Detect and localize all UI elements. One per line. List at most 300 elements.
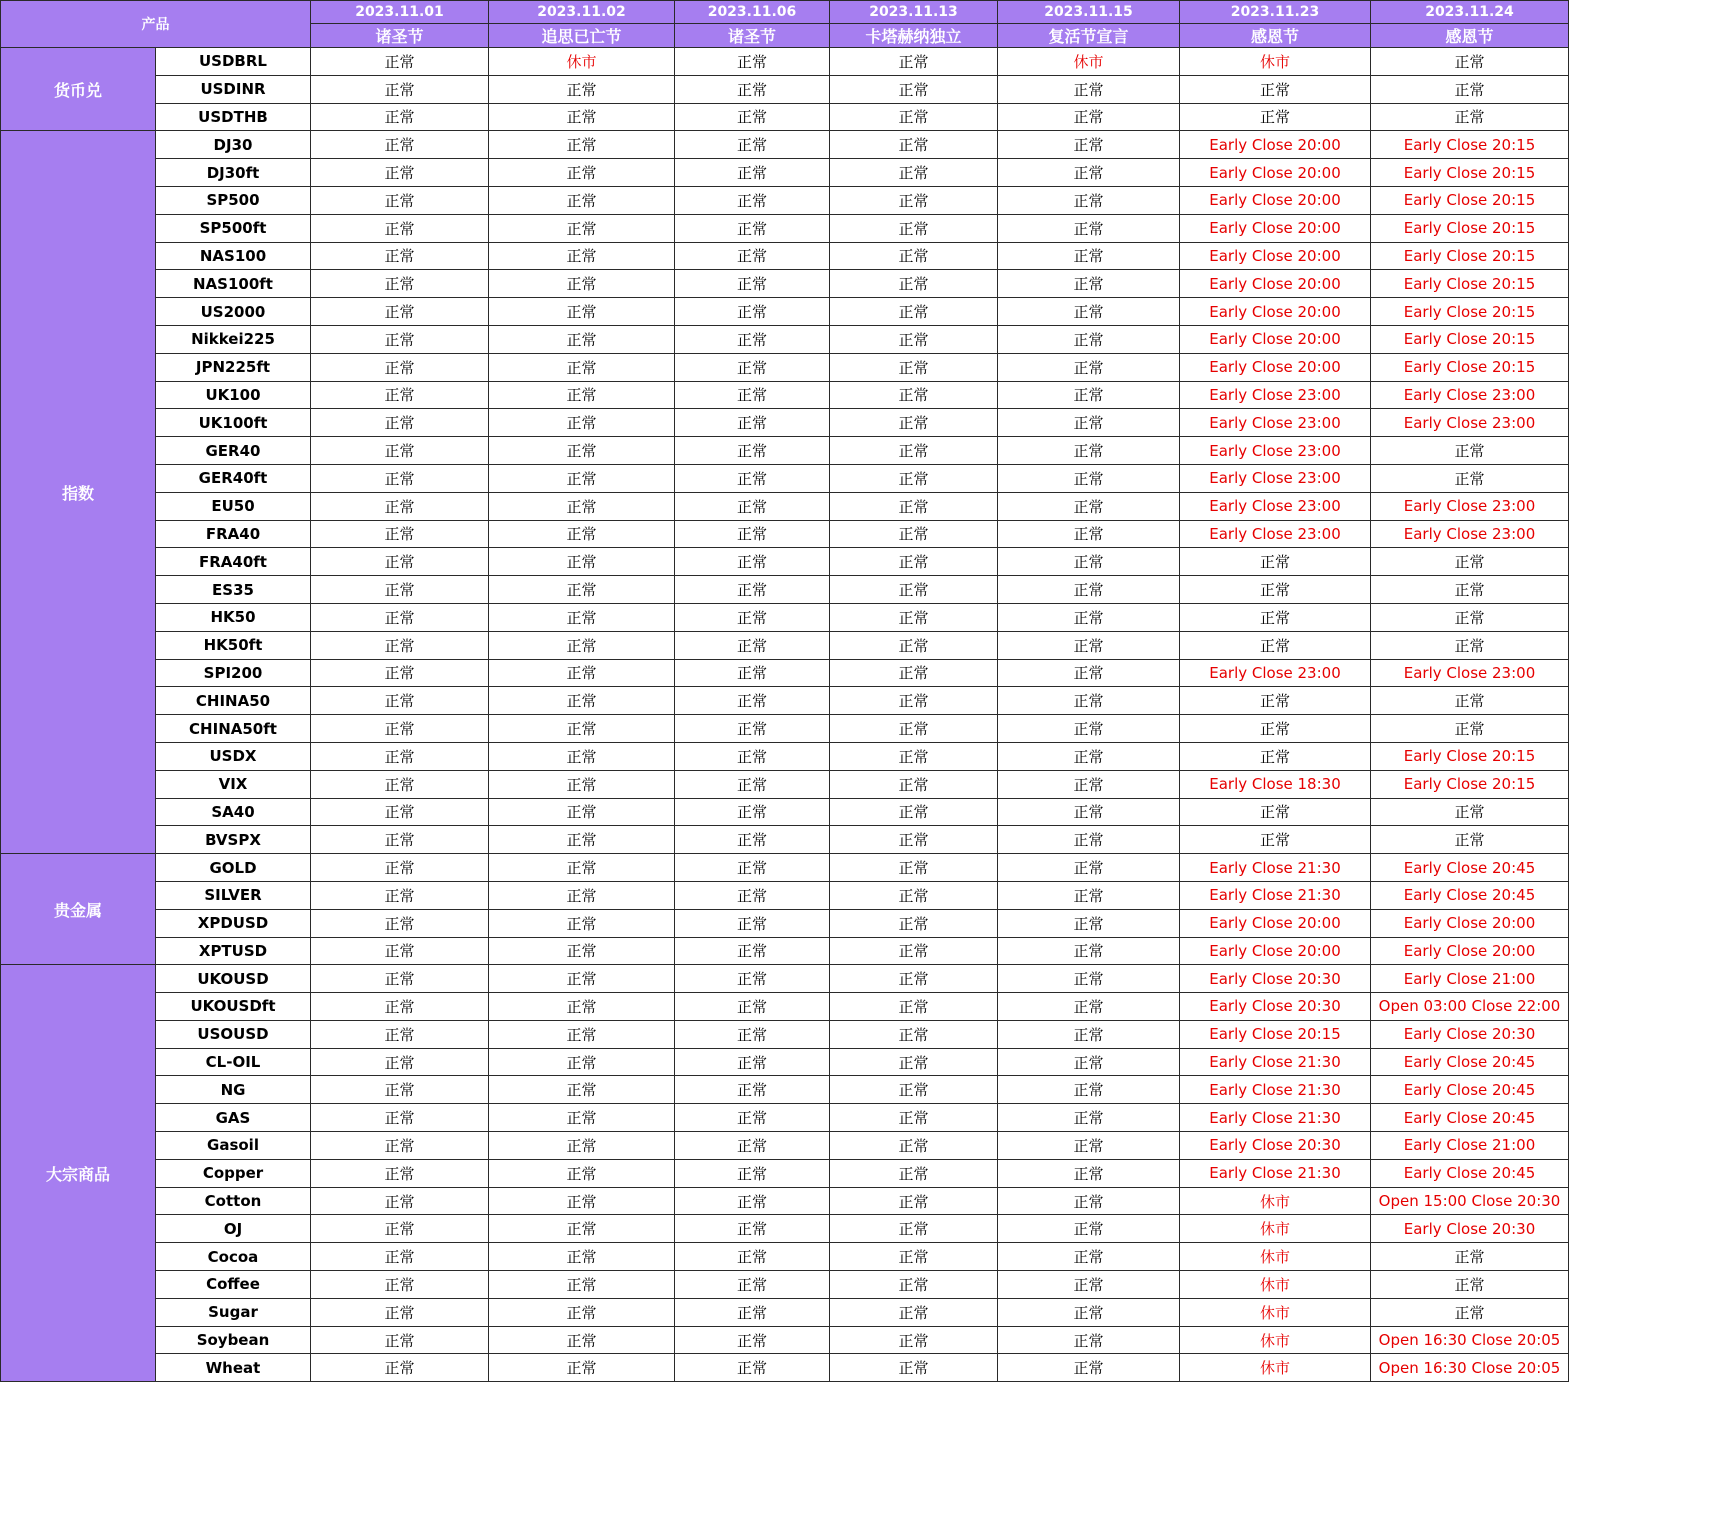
status-cell: 正常 [675, 576, 830, 604]
status-cell: Early Close 20:00 [1180, 270, 1371, 298]
status-cell: 正常 [311, 1243, 489, 1271]
status-cell: 正常 [675, 492, 830, 520]
status-cell: 正常 [489, 298, 675, 326]
status-cell: Early Close 21:30 [1180, 1104, 1371, 1132]
status-cell: 正常 [998, 353, 1180, 381]
status-cell: 正常 [675, 325, 830, 353]
status-cell: 正常 [1371, 1298, 1569, 1326]
status-cell: 正常 [830, 159, 998, 187]
table-row [1, 214, 1569, 242]
symbol-cell: GER40ft [156, 464, 311, 492]
status-cell: Early Close 23:00 [1371, 381, 1569, 409]
status-cell: 正常 [830, 1187, 998, 1215]
status-cell: 正常 [311, 659, 489, 687]
status-cell: 正常 [830, 409, 998, 437]
status-cell: 正常 [675, 75, 830, 103]
status-cell: 正常 [998, 214, 1180, 242]
status-cell: Early Close 20:00 [1180, 242, 1371, 270]
status-cell: 正常 [311, 325, 489, 353]
status-cell: 休市 [1180, 1354, 1371, 1382]
table-row [1, 770, 1569, 798]
status-cell: 正常 [311, 1104, 489, 1132]
status-cell: 正常 [1180, 576, 1371, 604]
table-row [1, 659, 1569, 687]
symbol-cell: GER40 [156, 437, 311, 465]
status-cell: 正常 [489, 854, 675, 882]
status-cell: 正常 [311, 631, 489, 659]
status-cell: 休市 [1180, 1215, 1371, 1243]
table-row [1, 1298, 1569, 1326]
table-row [1, 298, 1569, 326]
status-cell: 正常 [998, 159, 1180, 187]
status-cell: 正常 [489, 214, 675, 242]
status-cell: 正常 [675, 1132, 830, 1160]
status-cell: Early Close 23:00 [1371, 409, 1569, 437]
status-cell: 正常 [311, 1298, 489, 1326]
status-cell: 正常 [998, 1048, 1180, 1076]
status-cell: Early Close 20:00 [1371, 909, 1569, 937]
status-cell: 正常 [675, 993, 830, 1021]
table-row [1, 186, 1569, 214]
status-cell: 正常 [311, 881, 489, 909]
status-cell: 正常 [675, 687, 830, 715]
status-cell: 正常 [311, 1020, 489, 1048]
table-row [1, 492, 1569, 520]
status-cell: 正常 [830, 909, 998, 937]
symbol-cell: SP500 [156, 186, 311, 214]
status-cell: Early Close 23:00 [1180, 381, 1371, 409]
status-cell: 正常 [489, 1271, 675, 1299]
status-cell: 正常 [675, 214, 830, 242]
symbol-cell: Nikkei225 [156, 325, 311, 353]
table-row [1, 1326, 1569, 1354]
product-header: 产品 [1, 1, 311, 48]
status-cell: 正常 [489, 659, 675, 687]
status-cell: 正常 [489, 1132, 675, 1160]
status-cell: 正常 [489, 826, 675, 854]
status-cell: 正常 [998, 1298, 1180, 1326]
status-cell: 正常 [830, 325, 998, 353]
status-cell: 正常 [489, 1048, 675, 1076]
symbol-cell: USDTHB [156, 103, 311, 131]
status-cell: Early Close 20:15 [1371, 214, 1569, 242]
status-cell: 正常 [675, 1020, 830, 1048]
status-cell: 正常 [1371, 103, 1569, 131]
status-cell: 正常 [998, 186, 1180, 214]
status-cell: 正常 [830, 1020, 998, 1048]
status-cell: Early Close 20:00 [1180, 298, 1371, 326]
status-cell: 正常 [489, 742, 675, 770]
symbol-cell: USDBRL [156, 48, 311, 76]
table-row [1, 798, 1569, 826]
status-cell: 正常 [489, 965, 675, 993]
status-cell: 正常 [311, 409, 489, 437]
status-cell: 正常 [830, 1354, 998, 1382]
status-cell: 正常 [830, 631, 998, 659]
table-row [1, 1132, 1569, 1160]
status-cell: Open 16:30 Close 20:05 [1371, 1354, 1569, 1382]
table-row [1, 1215, 1569, 1243]
table-row [1, 687, 1569, 715]
status-cell: Early Close 21:30 [1180, 881, 1371, 909]
symbol-cell: USDX [156, 742, 311, 770]
status-cell: Early Close 20:45 [1371, 1076, 1569, 1104]
symbol-cell: EU50 [156, 492, 311, 520]
status-cell: 正常 [311, 214, 489, 242]
status-cell: 正常 [489, 576, 675, 604]
status-cell: 正常 [311, 437, 489, 465]
status-cell: 正常 [311, 48, 489, 76]
status-cell: Early Close 21:30 [1180, 1048, 1371, 1076]
status-cell: 正常 [675, 854, 830, 882]
status-cell: 正常 [311, 1048, 489, 1076]
status-cell: 正常 [1180, 548, 1371, 576]
status-cell: 正常 [311, 1354, 489, 1382]
status-cell: 正常 [489, 270, 675, 298]
status-cell: Early Close 20:15 [1371, 159, 1569, 187]
status-cell: 正常 [489, 381, 675, 409]
status-cell: 正常 [489, 1187, 675, 1215]
status-cell: Early Close 20:15 [1371, 298, 1569, 326]
status-cell: 正常 [675, 159, 830, 187]
status-cell: Early Close 20:00 [1180, 186, 1371, 214]
symbol-cell: Cocoa [156, 1243, 311, 1271]
status-cell: 正常 [675, 1048, 830, 1076]
status-cell: 正常 [1180, 715, 1371, 743]
status-cell: 正常 [489, 909, 675, 937]
status-cell: 正常 [311, 826, 489, 854]
table-row [1, 826, 1569, 854]
status-cell: 正常 [998, 1020, 1180, 1048]
status-cell: 正常 [1371, 715, 1569, 743]
status-cell: 正常 [311, 353, 489, 381]
table-row [1, 464, 1569, 492]
table-row [1, 381, 1569, 409]
symbol-cell: SA40 [156, 798, 311, 826]
status-cell: Early Close 20:15 [1371, 742, 1569, 770]
status-cell: Early Close 21:00 [1371, 1132, 1569, 1160]
table-row [1, 1104, 1569, 1132]
status-cell: 正常 [311, 1271, 489, 1299]
status-cell: 正常 [311, 603, 489, 631]
symbol-cell: Sugar [156, 1298, 311, 1326]
status-cell: 正常 [311, 464, 489, 492]
status-cell: 正常 [675, 937, 830, 965]
table-row [1, 1354, 1569, 1382]
status-cell: 休市 [998, 48, 1180, 76]
status-cell: 正常 [830, 1048, 998, 1076]
status-cell: 正常 [830, 715, 998, 743]
status-cell: 正常 [830, 353, 998, 381]
status-cell: 正常 [675, 242, 830, 270]
status-cell: 正常 [489, 715, 675, 743]
status-cell: 正常 [675, 548, 830, 576]
status-cell: Early Close 20:15 [1371, 770, 1569, 798]
status-cell: 正常 [311, 1215, 489, 1243]
table-row [1, 1187, 1569, 1215]
status-cell: 正常 [675, 909, 830, 937]
column-holiday-name: 复活节宣言 [998, 24, 1180, 48]
status-cell: 正常 [489, 1159, 675, 1187]
status-cell: 正常 [830, 131, 998, 159]
status-cell: 正常 [675, 965, 830, 993]
status-cell: 正常 [998, 631, 1180, 659]
status-cell: Early Close 23:00 [1371, 520, 1569, 548]
status-cell: 正常 [998, 1215, 1180, 1243]
status-cell: 正常 [675, 1298, 830, 1326]
status-cell: 正常 [830, 1104, 998, 1132]
column-holiday-name: 追思已亡节 [489, 24, 675, 48]
status-cell: 正常 [830, 687, 998, 715]
symbol-cell: SILVER [156, 881, 311, 909]
status-cell: 正常 [675, 1104, 830, 1132]
status-cell: 正常 [830, 103, 998, 131]
status-cell: Early Close 21:00 [1371, 965, 1569, 993]
table-row [1, 103, 1569, 131]
status-cell: 正常 [311, 1187, 489, 1215]
status-cell: 正常 [489, 1215, 675, 1243]
status-cell: 正常 [311, 548, 489, 576]
status-cell: 正常 [998, 881, 1180, 909]
status-cell: 正常 [998, 1187, 1180, 1215]
status-cell: 正常 [830, 826, 998, 854]
status-cell: 正常 [489, 186, 675, 214]
status-cell: 正常 [830, 464, 998, 492]
status-cell: 正常 [1180, 603, 1371, 631]
status-cell: 正常 [311, 1132, 489, 1160]
status-cell: 正常 [830, 1132, 998, 1160]
status-cell: 正常 [830, 548, 998, 576]
status-cell: 正常 [830, 1159, 998, 1187]
status-cell: 正常 [998, 993, 1180, 1021]
status-cell: 正常 [489, 603, 675, 631]
status-cell: 正常 [675, 381, 830, 409]
table-row [1, 576, 1569, 604]
status-cell: 正常 [489, 798, 675, 826]
status-cell: 正常 [998, 75, 1180, 103]
status-cell: 正常 [675, 353, 830, 381]
table-row [1, 270, 1569, 298]
status-cell: 正常 [489, 325, 675, 353]
status-cell: 正常 [1371, 464, 1569, 492]
status-cell: 正常 [998, 937, 1180, 965]
status-cell: Early Close 20:30 [1371, 1215, 1569, 1243]
status-cell: 正常 [998, 548, 1180, 576]
status-cell: 正常 [489, 1076, 675, 1104]
status-cell: 正常 [998, 659, 1180, 687]
table-row [1, 75, 1569, 103]
status-cell: 正常 [311, 103, 489, 131]
status-cell: 正常 [489, 103, 675, 131]
symbol-cell: FRA40ft [156, 548, 311, 576]
symbol-cell: Coffee [156, 1271, 311, 1299]
status-cell: 正常 [311, 965, 489, 993]
status-cell: 正常 [675, 1159, 830, 1187]
symbol-cell: Wheat [156, 1354, 311, 1382]
status-cell: 正常 [830, 854, 998, 882]
table-row [1, 1020, 1569, 1048]
status-cell: Early Close 20:45 [1371, 854, 1569, 882]
category-cell: 贵金属 [1, 854, 156, 965]
table-row [1, 603, 1569, 631]
table-header [1, 1, 1569, 48]
symbol-cell: CL-OIL [156, 1048, 311, 1076]
status-cell: 正常 [675, 1243, 830, 1271]
category-cell: 指数 [1, 131, 156, 854]
status-cell: 正常 [311, 854, 489, 882]
status-cell: Early Close 20:00 [1180, 909, 1371, 937]
symbol-cell: BVSPX [156, 826, 311, 854]
status-cell: 正常 [311, 715, 489, 743]
status-cell: 正常 [675, 1271, 830, 1299]
status-cell: 正常 [998, 381, 1180, 409]
table-row [1, 242, 1569, 270]
status-cell: 正常 [1371, 548, 1569, 576]
status-cell: 正常 [1180, 687, 1371, 715]
status-cell: 正常 [311, 993, 489, 1021]
status-cell: 休市 [489, 48, 675, 76]
status-cell: 正常 [830, 881, 998, 909]
status-cell: 正常 [311, 576, 489, 604]
status-cell: 正常 [489, 1298, 675, 1326]
status-cell: 休市 [1180, 1187, 1371, 1215]
status-cell: 正常 [489, 409, 675, 437]
status-cell: 正常 [1371, 603, 1569, 631]
status-cell: 正常 [311, 75, 489, 103]
symbol-cell: Soybean [156, 1326, 311, 1354]
status-cell: 正常 [1180, 826, 1371, 854]
status-cell: 正常 [830, 1326, 998, 1354]
status-cell: 正常 [675, 520, 830, 548]
status-cell: Early Close 20:30 [1180, 1132, 1371, 1160]
status-cell: 正常 [830, 186, 998, 214]
column-date: 2023.11.24 [1371, 1, 1569, 24]
table-row [1, 1243, 1569, 1271]
status-cell: 正常 [998, 603, 1180, 631]
status-cell: Early Close 23:00 [1371, 659, 1569, 687]
status-cell: 正常 [489, 437, 675, 465]
status-cell: 正常 [489, 1104, 675, 1132]
status-cell: 休市 [1180, 1271, 1371, 1299]
status-cell: Early Close 20:15 [1371, 353, 1569, 381]
status-cell: 正常 [830, 659, 998, 687]
status-cell: 正常 [675, 798, 830, 826]
status-cell: 正常 [830, 993, 998, 1021]
status-cell: 正常 [311, 298, 489, 326]
table-row [1, 325, 1569, 353]
table-body [1, 48, 1569, 1382]
status-cell: Early Close 23:00 [1371, 492, 1569, 520]
column-date: 2023.11.01 [311, 1, 489, 24]
status-cell: 正常 [675, 131, 830, 159]
status-cell: 正常 [489, 75, 675, 103]
table-row [1, 881, 1569, 909]
status-cell: 正常 [830, 770, 998, 798]
status-cell: 正常 [998, 1326, 1180, 1354]
status-cell: 正常 [998, 520, 1180, 548]
status-cell: 正常 [311, 520, 489, 548]
symbol-cell: DJ30 [156, 131, 311, 159]
column-date: 2023.11.23 [1180, 1, 1371, 24]
column-date: 2023.11.06 [675, 1, 830, 24]
symbol-cell: ES35 [156, 576, 311, 604]
status-cell: 正常 [830, 603, 998, 631]
table-row [1, 520, 1569, 548]
symbol-cell: UK100ft [156, 409, 311, 437]
status-cell: 正常 [1180, 798, 1371, 826]
symbol-cell: GOLD [156, 854, 311, 882]
status-cell: 正常 [1371, 631, 1569, 659]
status-cell: 正常 [311, 1326, 489, 1354]
status-cell: 正常 [998, 131, 1180, 159]
status-cell: 正常 [311, 186, 489, 214]
status-cell: Early Close 21:30 [1180, 1076, 1371, 1104]
status-cell: 正常 [998, 854, 1180, 882]
status-cell: 正常 [311, 687, 489, 715]
table-row [1, 742, 1569, 770]
status-cell: 正常 [489, 159, 675, 187]
column-holiday-name: 感恩节 [1180, 24, 1371, 48]
table-row [1, 937, 1569, 965]
status-cell: Early Close 23:00 [1180, 437, 1371, 465]
status-cell: Early Close 20:00 [1180, 214, 1371, 242]
column-holiday-name: 诸圣节 [311, 24, 489, 48]
status-cell: Early Close 20:15 [1371, 131, 1569, 159]
status-cell: 正常 [675, 1187, 830, 1215]
status-cell: 正常 [830, 242, 998, 270]
status-cell: 正常 [998, 1354, 1180, 1382]
table-row [1, 715, 1569, 743]
status-cell: 正常 [489, 464, 675, 492]
status-cell: 正常 [830, 1298, 998, 1326]
status-cell: Early Close 20:00 [1180, 159, 1371, 187]
status-cell: 正常 [675, 409, 830, 437]
status-cell: 正常 [1371, 1243, 1569, 1271]
symbol-cell: CHINA50 [156, 687, 311, 715]
symbol-cell: XPDUSD [156, 909, 311, 937]
status-cell: 正常 [998, 687, 1180, 715]
status-cell: 正常 [311, 381, 489, 409]
symbol-cell: HK50ft [156, 631, 311, 659]
status-cell: 正常 [489, 492, 675, 520]
status-cell: 正常 [998, 103, 1180, 131]
status-cell: 正常 [311, 742, 489, 770]
status-cell: Open 03:00 Close 22:00 [1371, 993, 1569, 1021]
status-cell: Early Close 20:00 [1180, 353, 1371, 381]
status-cell: 正常 [489, 131, 675, 159]
table-row [1, 1159, 1569, 1187]
status-cell: 正常 [998, 1132, 1180, 1160]
status-cell: Early Close 20:30 [1180, 993, 1371, 1021]
status-cell: 正常 [830, 48, 998, 76]
symbol-cell: USOUSD [156, 1020, 311, 1048]
status-cell: 正常 [998, 742, 1180, 770]
status-cell: 正常 [675, 103, 830, 131]
table-row [1, 48, 1569, 76]
column-date: 2023.11.15 [998, 1, 1180, 24]
status-cell: 正常 [675, 603, 830, 631]
status-cell: 正常 [998, 770, 1180, 798]
status-cell: 正常 [675, 881, 830, 909]
status-cell: 正常 [675, 715, 830, 743]
status-cell: 正常 [675, 826, 830, 854]
status-cell: 正常 [1180, 103, 1371, 131]
status-cell: Early Close 20:00 [1180, 131, 1371, 159]
status-cell: Early Close 23:00 [1180, 659, 1371, 687]
status-cell: 正常 [998, 965, 1180, 993]
status-cell: 正常 [830, 520, 998, 548]
column-holiday-name: 卡塔赫纳独立 [830, 24, 998, 48]
